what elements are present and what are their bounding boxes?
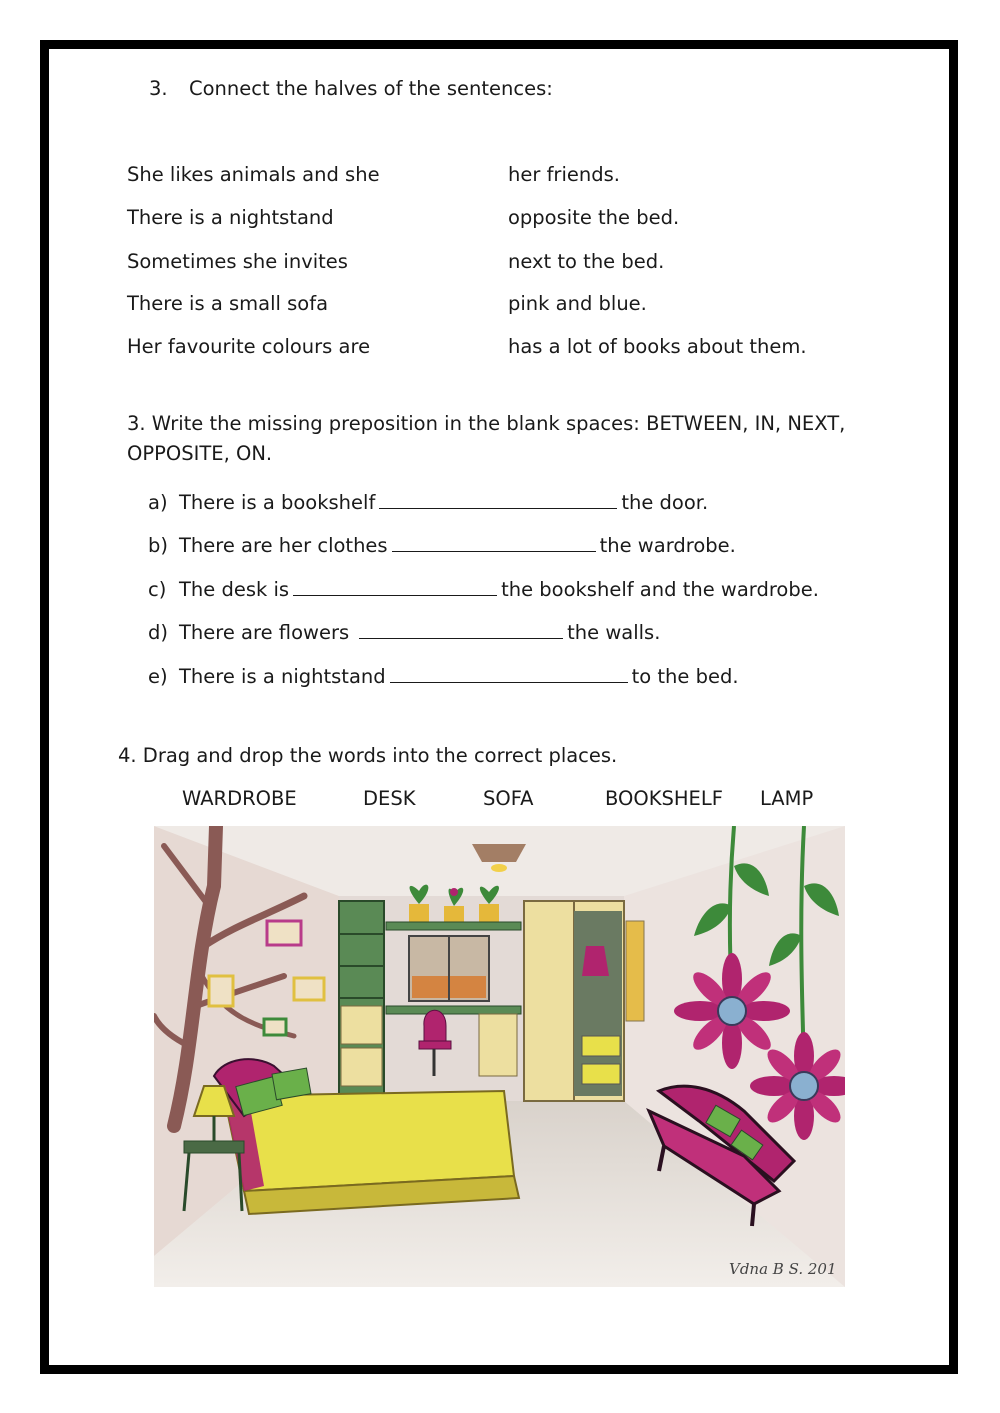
blank-a[interactable] [379,492,617,509]
sentence-left-3[interactable]: Sometimes she invites [127,250,348,273]
blank-d[interactable] [359,622,563,639]
drag-word-desk[interactable]: DESK [363,787,416,810]
task3a-title: Connect the halves of the sentences: [189,77,553,100]
sentence-right-4[interactable]: pink and blue. [508,292,647,315]
artist-signature: Vdna B S. 201 [729,1260,837,1278]
item-d [179,621,660,644]
blank-e[interactable] [390,666,628,683]
sentence-right-5[interactable]: has a lot of books about them. [508,335,807,358]
item-a [179,491,708,514]
item-d-after: the walls. [567,621,661,644]
sentence-left-4[interactable]: There is a small sofa [127,292,329,315]
bookshelf [339,901,384,1101]
drag-word-sofa[interactable]: SOFA [483,787,534,810]
item-e-before: There is a nightstand [179,665,386,688]
item-d-letter: d) [148,621,168,644]
sentence-left-1[interactable]: She likes animals and she [127,163,380,186]
drag-word-wardrobe[interactable]: WARDROBE [182,787,297,810]
item-c-after: the bookshelf and the wardrobe. [501,578,819,601]
blank-c[interactable] [293,579,497,596]
drag-word-lamp[interactable]: LAMP [760,787,814,810]
sentence-right-1[interactable]: her friends. [508,163,620,186]
task4-title: 4. Drag and drop the words into the correct places. [118,744,618,767]
item-a-before: There is a bookshelf [179,491,376,514]
item-a-letter: a) [148,491,168,514]
item-c-letter: c) [148,578,167,601]
item-e [179,665,739,688]
sentence-left-2[interactable]: There is a nightstand [127,206,334,229]
sentence-right-3[interactable]: next to the bed. [508,250,665,273]
item-e-after: to the bed. [631,665,739,688]
task3a-number: 3. [149,77,168,100]
item-c-before: The desk is [179,578,290,601]
item-c [179,578,819,601]
drag-word-bookshelf[interactable]: BOOKSHELF [605,787,723,810]
bedroom-drawing [154,826,845,1287]
sentence-right-2[interactable]: opposite the bed. [508,206,680,229]
sentence-left-5[interactable]: Her favourite colours are [127,335,371,358]
blank-b[interactable] [392,535,596,552]
item-e-letter: e) [148,665,168,688]
item-d-before: There are flowers [179,621,350,644]
item-b-letter: b) [148,534,168,557]
item-a-after: the door. [621,491,709,514]
task3b-title: 3. Write the missing preposition in the blank spaces: BETWEEN, IN, NEXT, OPPOSITE, ON. [127,412,846,465]
item-b [179,534,736,557]
item-b-before: There are her clothes [179,534,388,557]
item-b-after: the wardrobe. [599,534,736,557]
